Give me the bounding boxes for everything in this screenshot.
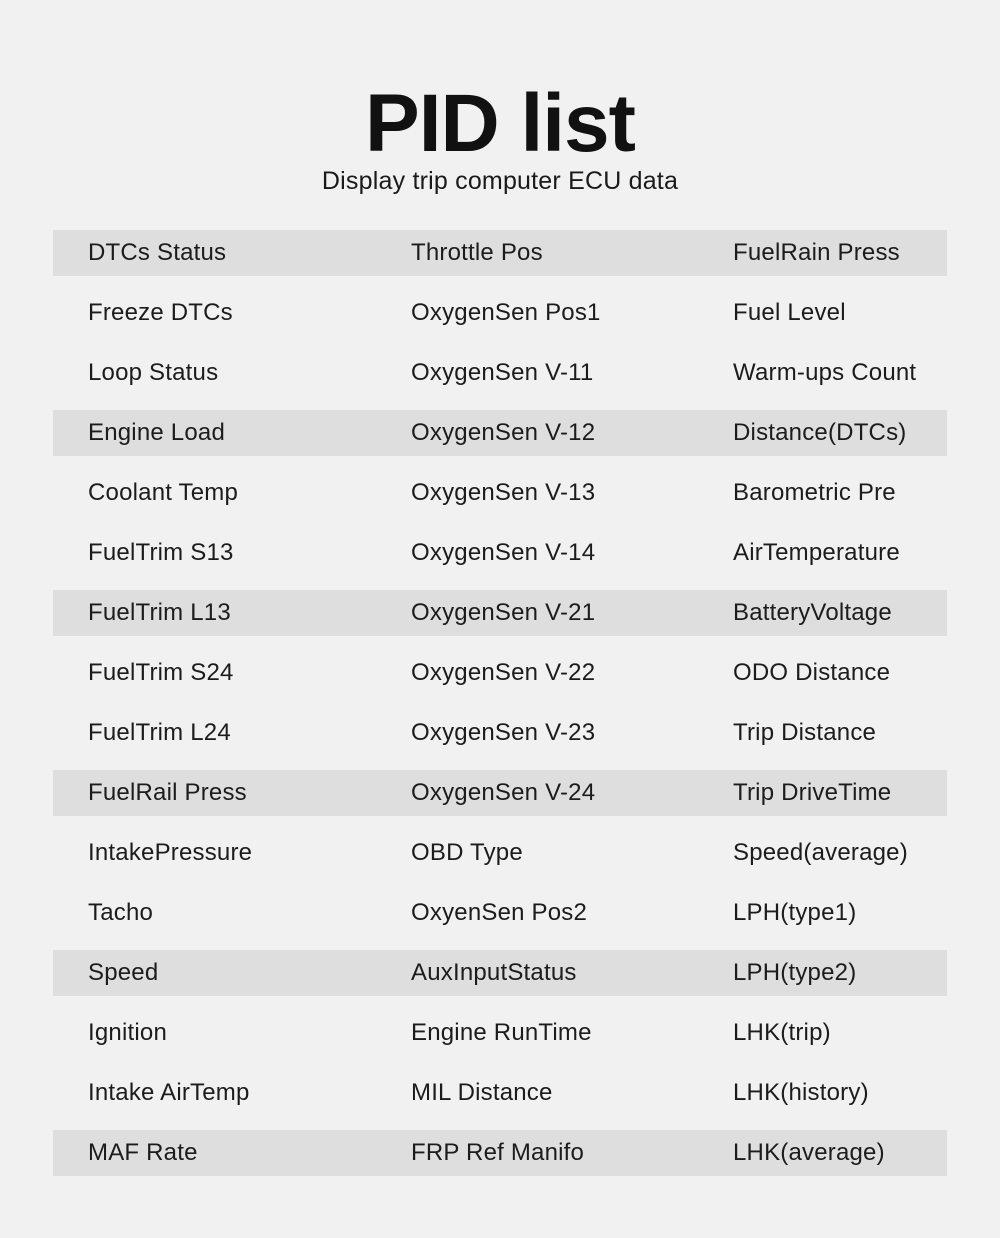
pid-item: OxygenSen Pos1 (411, 299, 601, 326)
pid-item: OxygenSen V-24 (411, 779, 596, 806)
pid-item: Intake AirTemp (88, 1079, 250, 1106)
pid-item: LPH(type2) (733, 959, 857, 986)
table-row (53, 1010, 947, 1070)
pid-item: FuelTrim L24 (88, 719, 231, 746)
table-row (53, 770, 947, 830)
pid-item: Distance(DTCs) (733, 419, 907, 446)
pid-item: OxygenSen V-11 (411, 359, 594, 386)
pid-item: LPH(type1) (733, 899, 857, 926)
table-row (53, 1070, 947, 1130)
pid-item: Trip DriveTime (733, 779, 892, 806)
pid-item: Speed(average) (733, 839, 908, 866)
pid-item: OxyenSen Pos2 (411, 899, 588, 926)
table-row (53, 530, 947, 590)
pid-item: FuelRain Press (733, 239, 900, 266)
pid-item: LHK(trip) (733, 1019, 831, 1046)
pid-item: FuelTrim L13 (88, 599, 231, 626)
pid-item: Tacho (88, 899, 154, 926)
pid-item: Warm-ups Count (733, 359, 917, 386)
table-row (53, 470, 947, 530)
table-row (53, 1130, 947, 1190)
table-row (53, 290, 947, 350)
pid-item: OxygenSen V-12 (411, 419, 596, 446)
pid-item: AirTemperature (733, 539, 900, 566)
pid-item: FuelTrim S13 (88, 539, 234, 566)
pid-item: BatteryVoltage (733, 599, 892, 626)
pid-item: IntakePressure (88, 839, 253, 866)
pid-item: Engine RunTime (411, 1019, 592, 1046)
pid-item: OxygenSen V-13 (411, 479, 596, 506)
table-row (53, 230, 947, 290)
pid-item: OBD Type (411, 839, 523, 866)
pid-item: Throttle Pos (411, 239, 543, 266)
table-row (53, 710, 947, 770)
pid-item: MIL Distance (411, 1079, 553, 1106)
pid-item: Ignition (88, 1019, 167, 1046)
pid-item: Fuel Level (733, 299, 846, 326)
pid-item: OxygenSen V-21 (411, 599, 596, 626)
pid-item: ODO Distance (733, 659, 891, 686)
pid-item: OxygenSen V-22 (411, 659, 596, 686)
table-row (53, 650, 947, 710)
pid-item: FRP Ref Manifo (411, 1139, 585, 1166)
pid-table (53, 230, 947, 1190)
pid-item: Coolant Temp (88, 479, 239, 506)
table-row (53, 410, 947, 470)
page-title: PID list (365, 78, 635, 169)
pid-item: Barometric Pre (733, 479, 896, 506)
pid-item: Loop Status (88, 359, 219, 386)
table-row (53, 890, 947, 950)
pid-item: Speed (88, 959, 159, 986)
pid-item: Freeze DTCs (88, 299, 233, 326)
pid-item: DTCs Status (88, 239, 227, 266)
pid-item: FuelTrim S24 (88, 659, 234, 686)
pid-item: LHK(history) (733, 1079, 869, 1106)
table-row (53, 590, 947, 650)
table-row (53, 830, 947, 890)
pid-item: FuelRail Press (88, 779, 247, 806)
pid-item: MAF Rate (88, 1139, 198, 1166)
table-row (53, 350, 947, 410)
pid-item: AuxInputStatus (411, 959, 577, 986)
pid-item: OxygenSen V-23 (411, 719, 596, 746)
table-row (53, 950, 947, 1010)
page-subtitle: Display trip computer ECU data (321, 167, 679, 195)
pid-item: Trip Distance (733, 719, 877, 746)
pid-item: LHK(average) (733, 1139, 885, 1166)
pid-item: OxygenSen V-14 (411, 539, 596, 566)
pid-item: Engine Load (88, 419, 225, 446)
